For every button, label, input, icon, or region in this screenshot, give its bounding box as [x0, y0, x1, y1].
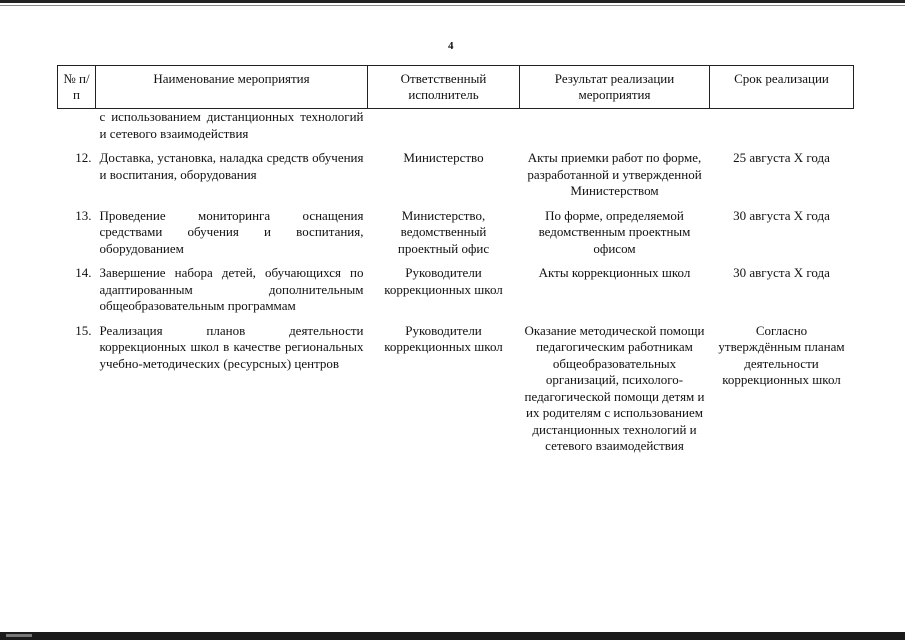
- row-responsible: Министерство: [403, 150, 484, 165]
- row-responsible: [368, 109, 520, 143]
- table-row: [58, 150, 854, 200]
- row-name: Реализация планов деятельности коррекционных школ в качестве региональных учебно-методических (ресурсных) центров: [99, 322, 364, 371]
- table-row-continuation: [58, 109, 854, 143]
- top-border-thin: [0, 5, 905, 6]
- row-result: Оказание методической помощи педагогическим работникам общеобразовательных организаций, психолого-педагогической помощи детям и их родителям с использованием дистанционных технологий и сетевого взаимодействия: [524, 322, 705, 453]
- header-name: Наименование мероприятия: [96, 66, 368, 109]
- row-result: По форме, определяемой ведомственным проектным офисом: [538, 207, 691, 256]
- header-result: Результат реализации мероприятия: [520, 66, 710, 109]
- row-responsible: Руководители коррекционных школ: [384, 265, 503, 297]
- bottom-scan-mark: [6, 634, 32, 637]
- table-row: [58, 265, 854, 315]
- row-num: 13.: [75, 207, 92, 223]
- row-responsible: Министерство, ведомственный проектный офис: [397, 207, 490, 256]
- row-num: 12.: [75, 150, 92, 165]
- table-header-row: [58, 66, 854, 109]
- row-deadline: 30 августа X года: [733, 207, 830, 223]
- table-row: [58, 323, 854, 455]
- row-deadline: [710, 109, 854, 143]
- row-num: 14.: [75, 265, 92, 280]
- table-row: [58, 208, 854, 258]
- header-deadline: Срок реализации: [710, 66, 854, 109]
- row-name: Проведение мониторинга оснащения средствами обучения и воспитания, оборудованием: [99, 207, 364, 256]
- row-deadline: Согласно утверждённым планам деятельности коррекционных школ: [718, 322, 845, 387]
- page-number: 4: [448, 40, 454, 52]
- row-result: Акты коррекционных школ: [538, 265, 691, 280]
- row-name: с использованием дистанционных технологий и сетевого взаимодействия: [99, 109, 364, 141]
- top-border: [0, 0, 905, 3]
- row-num: 15.: [75, 322, 92, 338]
- header-num: № п/п: [58, 66, 96, 109]
- row-responsible: Руководители коррекционных школ: [384, 322, 503, 354]
- row-name: Доставка, установка, наладка средств обучения и воспитания, оборудования: [99, 150, 364, 182]
- row-num: [58, 109, 96, 143]
- header-responsible: Ответственный исполнитель: [368, 66, 520, 109]
- row-result: Акты приемки работ по форме, разработанной и утвержденной Министерством: [527, 150, 702, 198]
- row-name: Завершение набора детей, обучающихся по адаптированным дополнительным общеобразовательным программам: [99, 265, 364, 313]
- row-deadline: 30 августа X года: [733, 265, 830, 280]
- measures-table: [57, 65, 854, 455]
- row-deadline: 25 августа X года: [733, 150, 830, 165]
- row-result: [520, 109, 710, 143]
- bottom-border: [0, 632, 905, 640]
